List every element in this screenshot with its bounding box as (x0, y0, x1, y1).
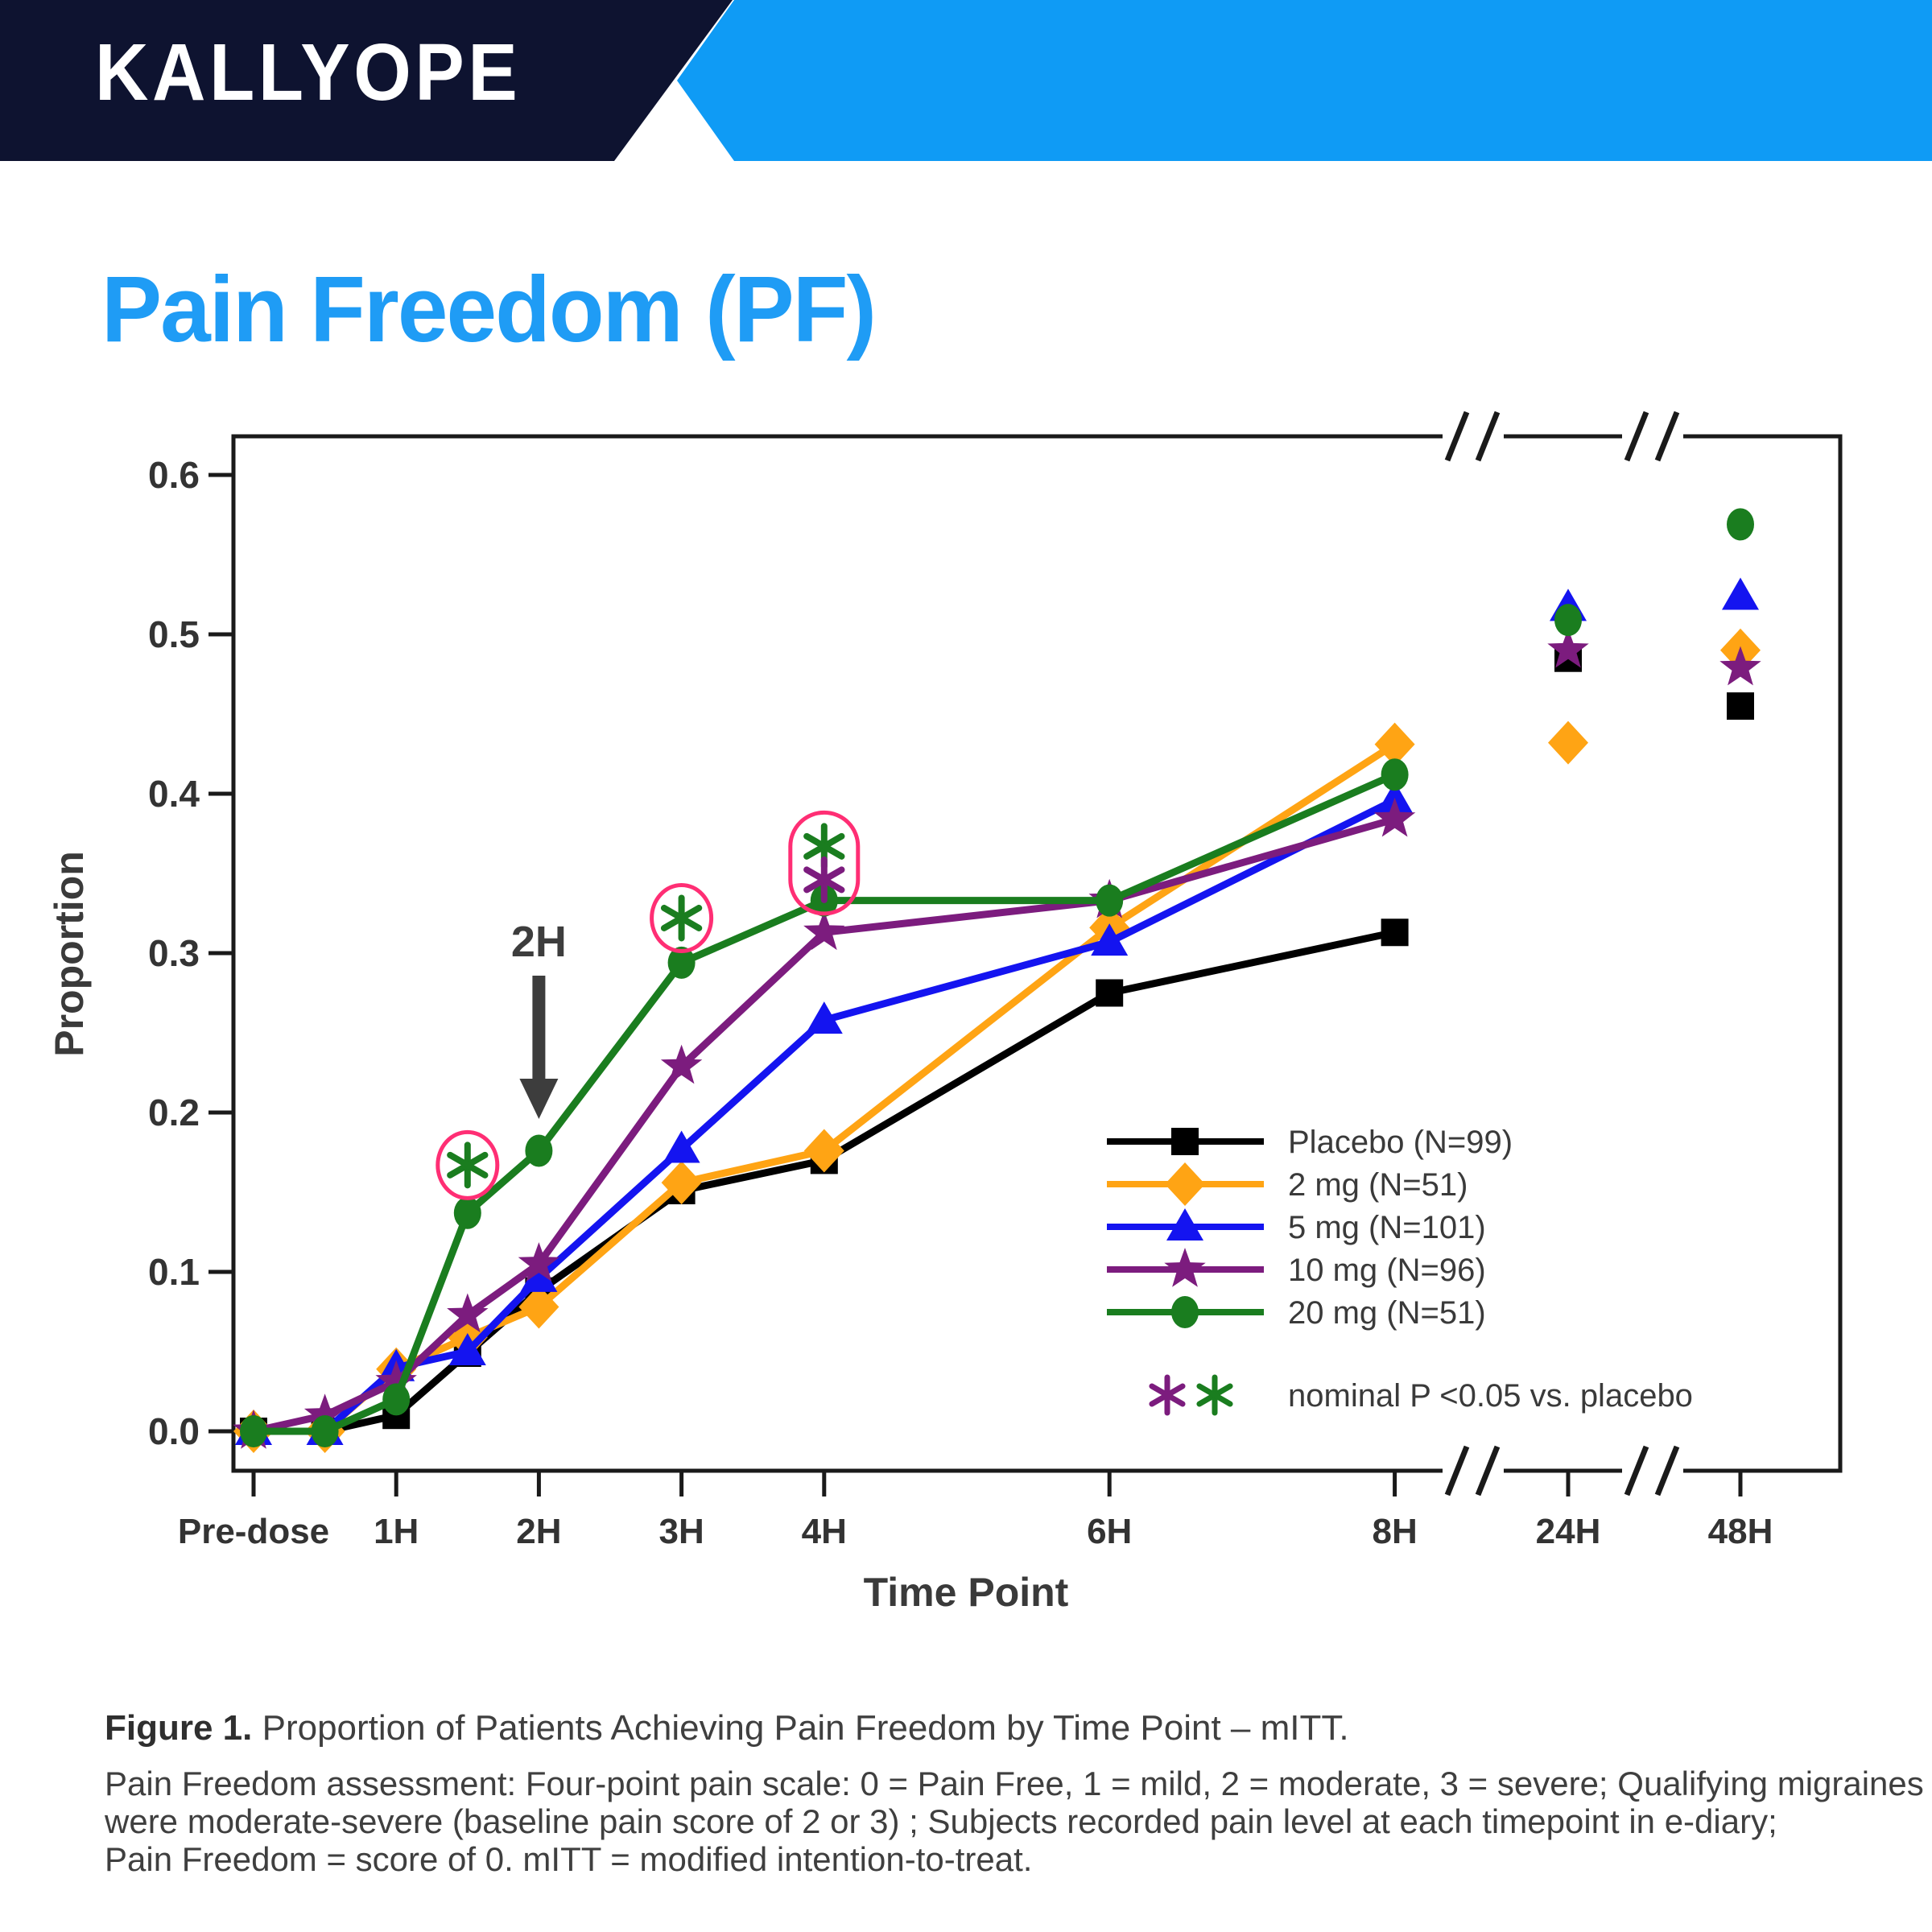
x-axis-title: Time Point (863, 1570, 1069, 1615)
y-tick-label: 0.4 (148, 773, 200, 815)
data-point (1381, 919, 1409, 946)
data-point (1548, 721, 1588, 765)
data-point (1381, 758, 1409, 791)
figure-caption-text: Proportion of Patients Achieving Pain Freedom by Time Point – mITT. (252, 1708, 1349, 1748)
footnote-line-3: Pain Freedom = score of 0. mITT = modified intention-to-treat. (105, 1840, 1033, 1878)
footnote-line-1: Pain Freedom assessment: Four-point pain scale: 0 = Pain Free, 1 = mild, 2 = moderate, 3 = severe; Qualifying migraines (105, 1765, 1924, 1802)
data-point (1554, 604, 1582, 636)
significance-asterisk (1152, 1377, 1183, 1413)
axis-break-gap (1443, 1463, 1504, 1478)
data-point (240, 1415, 267, 1447)
legend-note-label: nominal P <0.05 vs. placebo (1288, 1378, 1693, 1414)
x-tick-label: 24H (1535, 1512, 1601, 1551)
y-tick-label: 0.5 (148, 613, 200, 655)
page-title: Pain Freedom (PF) (101, 257, 876, 361)
significance-asterisk (1199, 1377, 1230, 1413)
x-tick-label: 4H (801, 1512, 847, 1551)
data-point (1096, 885, 1123, 917)
dose-arrow-head (519, 1079, 558, 1119)
y-tick-label: 0.0 (148, 1410, 200, 1452)
x-tick-label: 6H (1087, 1512, 1133, 1551)
legend-marker (1171, 1128, 1199, 1155)
axis-break-gap (1622, 1463, 1683, 1478)
legend-marker (1171, 1296, 1199, 1328)
legend-label: 2 mg (N=51) (1288, 1167, 1468, 1203)
data-point (1096, 980, 1123, 1007)
series-2-mg (233, 629, 1761, 1453)
x-tick-label: 8H (1372, 1512, 1418, 1551)
legend-label: 10 mg (N=96) (1288, 1253, 1486, 1288)
y-axis-title: Proportion (47, 851, 92, 1057)
significance-asterisk (664, 898, 699, 938)
legend-item-10-mg (1107, 1248, 1486, 1288)
data-point (525, 1135, 552, 1167)
figure-caption-label: Figure 1. (105, 1708, 253, 1748)
axis-break-gap (1443, 429, 1504, 444)
legend-item-5-mg (1107, 1208, 1486, 1245)
y-tick-label: 0.2 (148, 1092, 200, 1133)
legend-note (1152, 1377, 1693, 1414)
data-point (454, 1197, 481, 1229)
legend-item-2-mg (1107, 1162, 1468, 1206)
x-tick-label: 3H (658, 1512, 704, 1551)
x-tick-label: 48H (1707, 1512, 1773, 1551)
legend-marker (1164, 1248, 1205, 1287)
footnote-line-2: were moderate-severe (baseline pain score of 2 or 3) ; Subjects recorded pain level at each timepoint in e-diary; (105, 1802, 1777, 1840)
legend (1107, 1125, 1693, 1414)
legend-marker (1165, 1162, 1205, 1206)
x-tick-label: 1H (374, 1512, 419, 1551)
legend-label: Placebo (N=99) (1288, 1125, 1513, 1160)
legend-label: 5 mg (N=101) (1288, 1210, 1486, 1245)
legend-label: 20 mg (N=51) (1288, 1295, 1486, 1331)
x-tick-label: Pre-dose (177, 1512, 330, 1551)
y-tick-label: 0.3 (148, 932, 200, 974)
significance-asterisk (450, 1145, 485, 1185)
y-tick-label: 0.6 (148, 454, 200, 496)
legend-item-placebo (1107, 1125, 1513, 1160)
data-point (1722, 577, 1759, 609)
data-point (1727, 692, 1754, 720)
axis-break-gap (1622, 429, 1683, 444)
data-point (312, 1415, 339, 1447)
data-point (1727, 508, 1754, 540)
brand-logo: KALLYOPE (95, 27, 522, 118)
figure-caption (105, 1708, 1349, 1748)
x-tick-label: 2H (516, 1512, 562, 1551)
series-10-mg (233, 629, 1761, 1449)
dose-time-annotation (511, 918, 567, 1119)
data-point (382, 1383, 410, 1415)
legend-item-20-mg (1107, 1295, 1486, 1331)
dose-time-label: 2H (510, 918, 567, 966)
y-tick-label: 0.1 (148, 1251, 200, 1293)
